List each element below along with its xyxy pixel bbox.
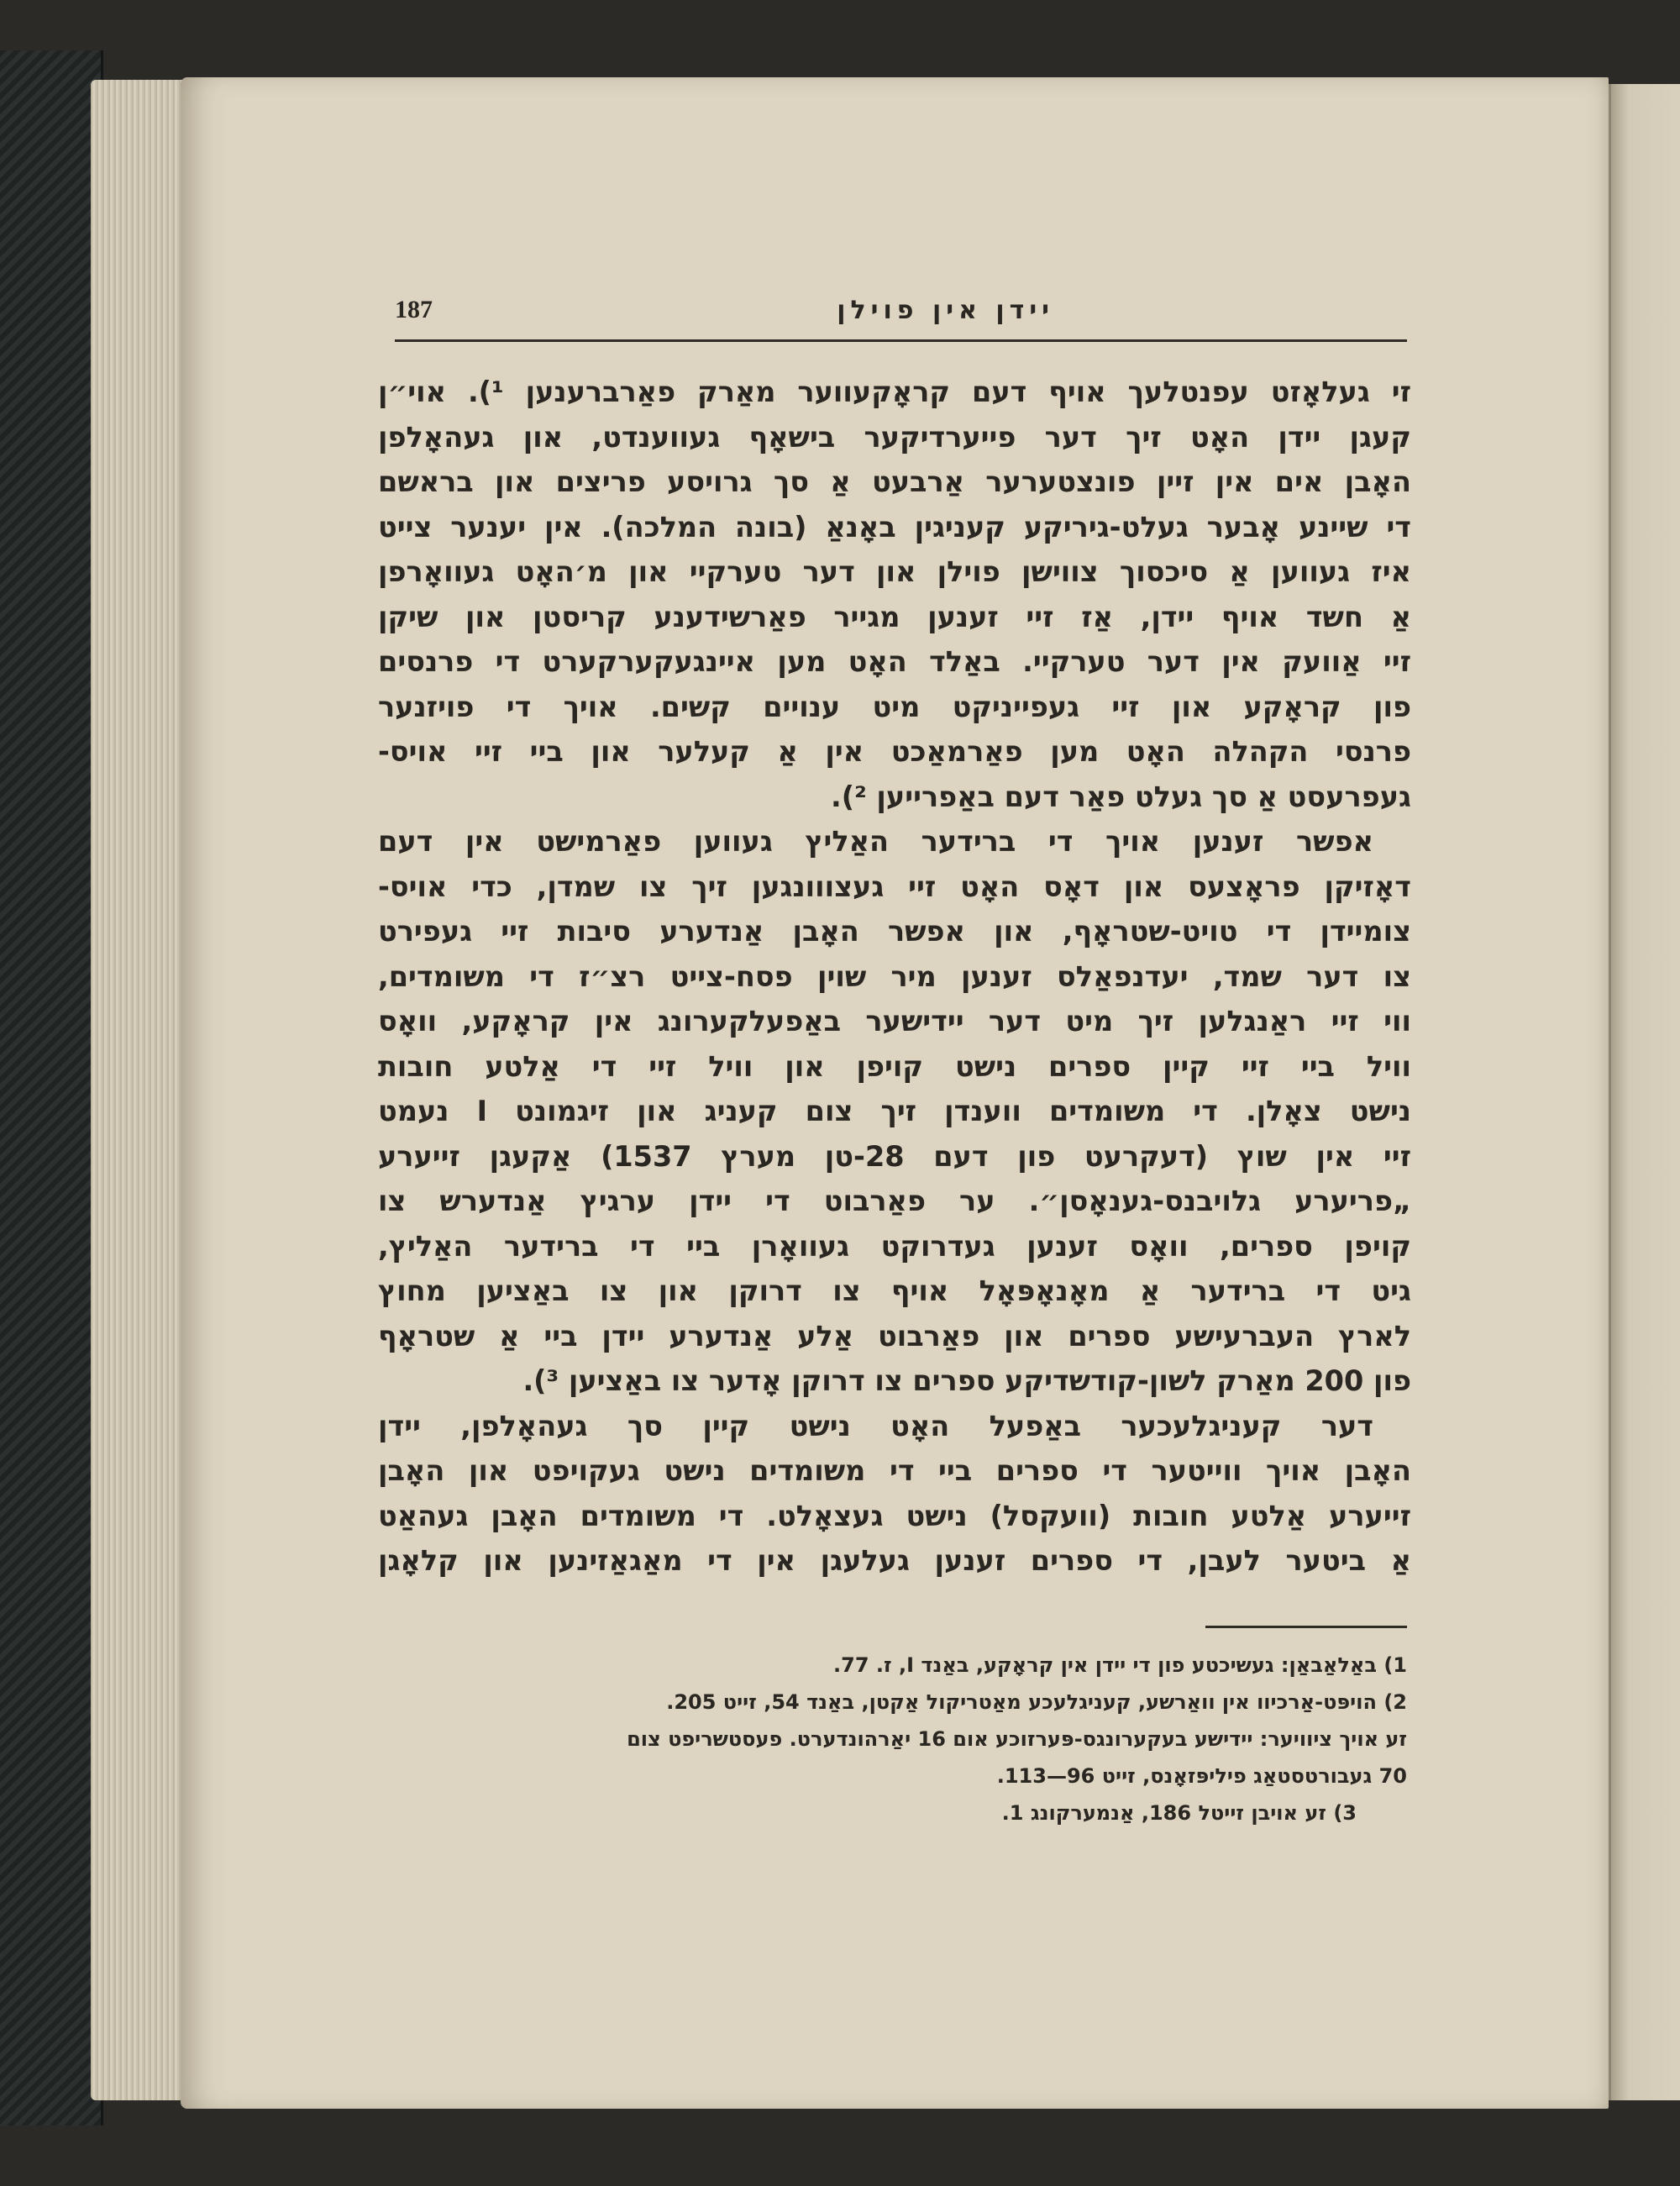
footnote: 1) באַלאַבאַן: געשיכטע פון די יידן אין קראָקע, באַנד I, ז. 77. — [833, 1653, 1407, 1677]
footnote-rule — [1205, 1626, 1407, 1628]
text-line: אפשר זענען אויך די ברידער האַליץ געווען פאַרמישט אין דעם — [378, 825, 1373, 858]
running-title: יידן אין פוילן — [837, 296, 1054, 325]
footnote: 2) הויפּט-אַרכיוו אין וואַרשע, קעניגלעכע מאַטריקול אַקטן, באַנד 54, זייט 205. — [666, 1690, 1407, 1714]
facing-page-edge — [1609, 84, 1680, 2100]
text-line: האָבן אויך ווייטער די ספרים ביי די משומדים נישט געקויפט און האָבן — [378, 1454, 1411, 1487]
text-line: גיט די ברידער אַ מאָנאָפּאָל אויף צו דרוקן און צו באַציען מחוץ — [378, 1274, 1411, 1307]
text-line: זייערע אַלטע חובות (וועקסל) נישט געצאָלט. די משומדים האָבן געהאַט — [378, 1499, 1411, 1532]
text-line: די שיינע אָבער געלט-גיריקע קעניגין באָנאַ (בונה המלכה). אין יענער צייט — [378, 510, 1411, 544]
text-line: האָבן אים אין זיין פונצטערער אַרבעט אַ סך גרויסע פריצים און בראשם — [378, 465, 1411, 498]
text-line: לארץ העברעישע ספרים און פאַרבוט אַלע אַנדערע יידן ביי אַ שטראָף — [378, 1319, 1411, 1353]
text-line: צומיידן די טויט-שטראָף, און אפשר האָבן אַנדערע סיבות זיי געפירט — [378, 915, 1411, 948]
body-text — [378, 370, 1411, 1584]
text-line: קויפן ספרים, וואָס זענען געדרוקט געוואָרן ביי די ברידער האַליץ, — [378, 1229, 1411, 1263]
text-line: פון קראָקע און זיי געפייניקט מיט ענויים קשים. אויך די פויזנער — [378, 690, 1411, 723]
text-line: געפרעסט אַ סך געלט פאַר דעם באַפרייען ²). — [831, 780, 1411, 813]
header-rule — [395, 339, 1407, 342]
text-line: זיי אין שוץ (דעקרעט פון דעם 28-טן מערץ 1537) אַקעגן זייערע — [378, 1139, 1411, 1173]
text-line: „פריערע גלויבנס-גענאָסן״. ער פאַרבוט די יידן ערגיץ אַנדערש צו — [378, 1185, 1411, 1217]
footnote: 70 געבורטסטאַג פיליפּזאָנס, זייט 96—113. — [996, 1764, 1407, 1788]
page-header — [395, 296, 1407, 346]
footnote: זע אויך ציוויער: יידישע בעקערונגס-פּערזוכע אום 16 יאַרהונדערט. פעסטשריפט צום — [627, 1727, 1407, 1751]
text-line: דאָזיקן פראָצעס און דאָס האָט זיי געצווונגען זיך צו שמדן, כדי אויס- — [378, 870, 1411, 903]
text-line: פרנסי הקהלה האָט מען פאַרמאַכט אין אַ קעלער און ביי זיי אויס- — [378, 735, 1411, 768]
text-line: קעגן יידן האָט זיך דער פייערדיקער בישאָף געווענדט, און געהאָלפן — [378, 420, 1411, 454]
text-line: ווי זיי ראַנגלען זיך מיט דער יידישער באַפעלקערונג אין קראָקע, וואָס — [378, 1005, 1411, 1038]
text-line: צו דער שמד, יעדנפאַלס זענען מיר שוין פסח-צייט רצ״ז די משומדים, — [378, 959, 1411, 993]
text-line: פון 200 מאַרק לשון-קודשדיקע ספרים צו דרוקן אָדער צו באַציען ³). — [522, 1364, 1411, 1397]
text-line: זיי אַוועק אין דער טערקיי. באַלד האָט מען איינגעקערקערט די פרנסים — [378, 645, 1411, 678]
text-line: נישט צאָלן. די משומדים ווענדן זיך צום קעניג און זיגמונט I נעמט — [378, 1095, 1411, 1127]
text-line: וויל ביי זיי קיין ספרים נישט קויפן און וויל זיי די אַלטע חובות — [378, 1049, 1411, 1083]
text-line: אַ ביטער לעבן, די ספרים זענען געלעגן אין די מאַגאַזינען און קלאָגן — [378, 1544, 1411, 1577]
text-line: דער קעניגלעכער באַפעל האָט נישט קיין סך געהאָלפן, יידן — [378, 1409, 1373, 1442]
text-line: איז געווען אַ סיכסוך צווישן פוילן און דער טערקיי און מ׳האָט געוואָרפן — [378, 555, 1411, 588]
footnote: 3) זע אויבן זייטל 186, אַנמערקונג 1. — [1001, 1801, 1357, 1825]
book-cover — [0, 50, 103, 2126]
text-line: אַ חשד אויף יידן, אַז זיי זענען מגייר פאַרשידענע קריסטן און שיקן — [378, 600, 1411, 633]
page-number: 187 — [395, 296, 433, 323]
footnotes — [370, 1647, 1407, 1831]
text-line: זי געלאָזט עפנטלעך אויף דעם קראָקעווער מאַרק פאַרברענען ¹). אוי״ן — [378, 376, 1412, 408]
